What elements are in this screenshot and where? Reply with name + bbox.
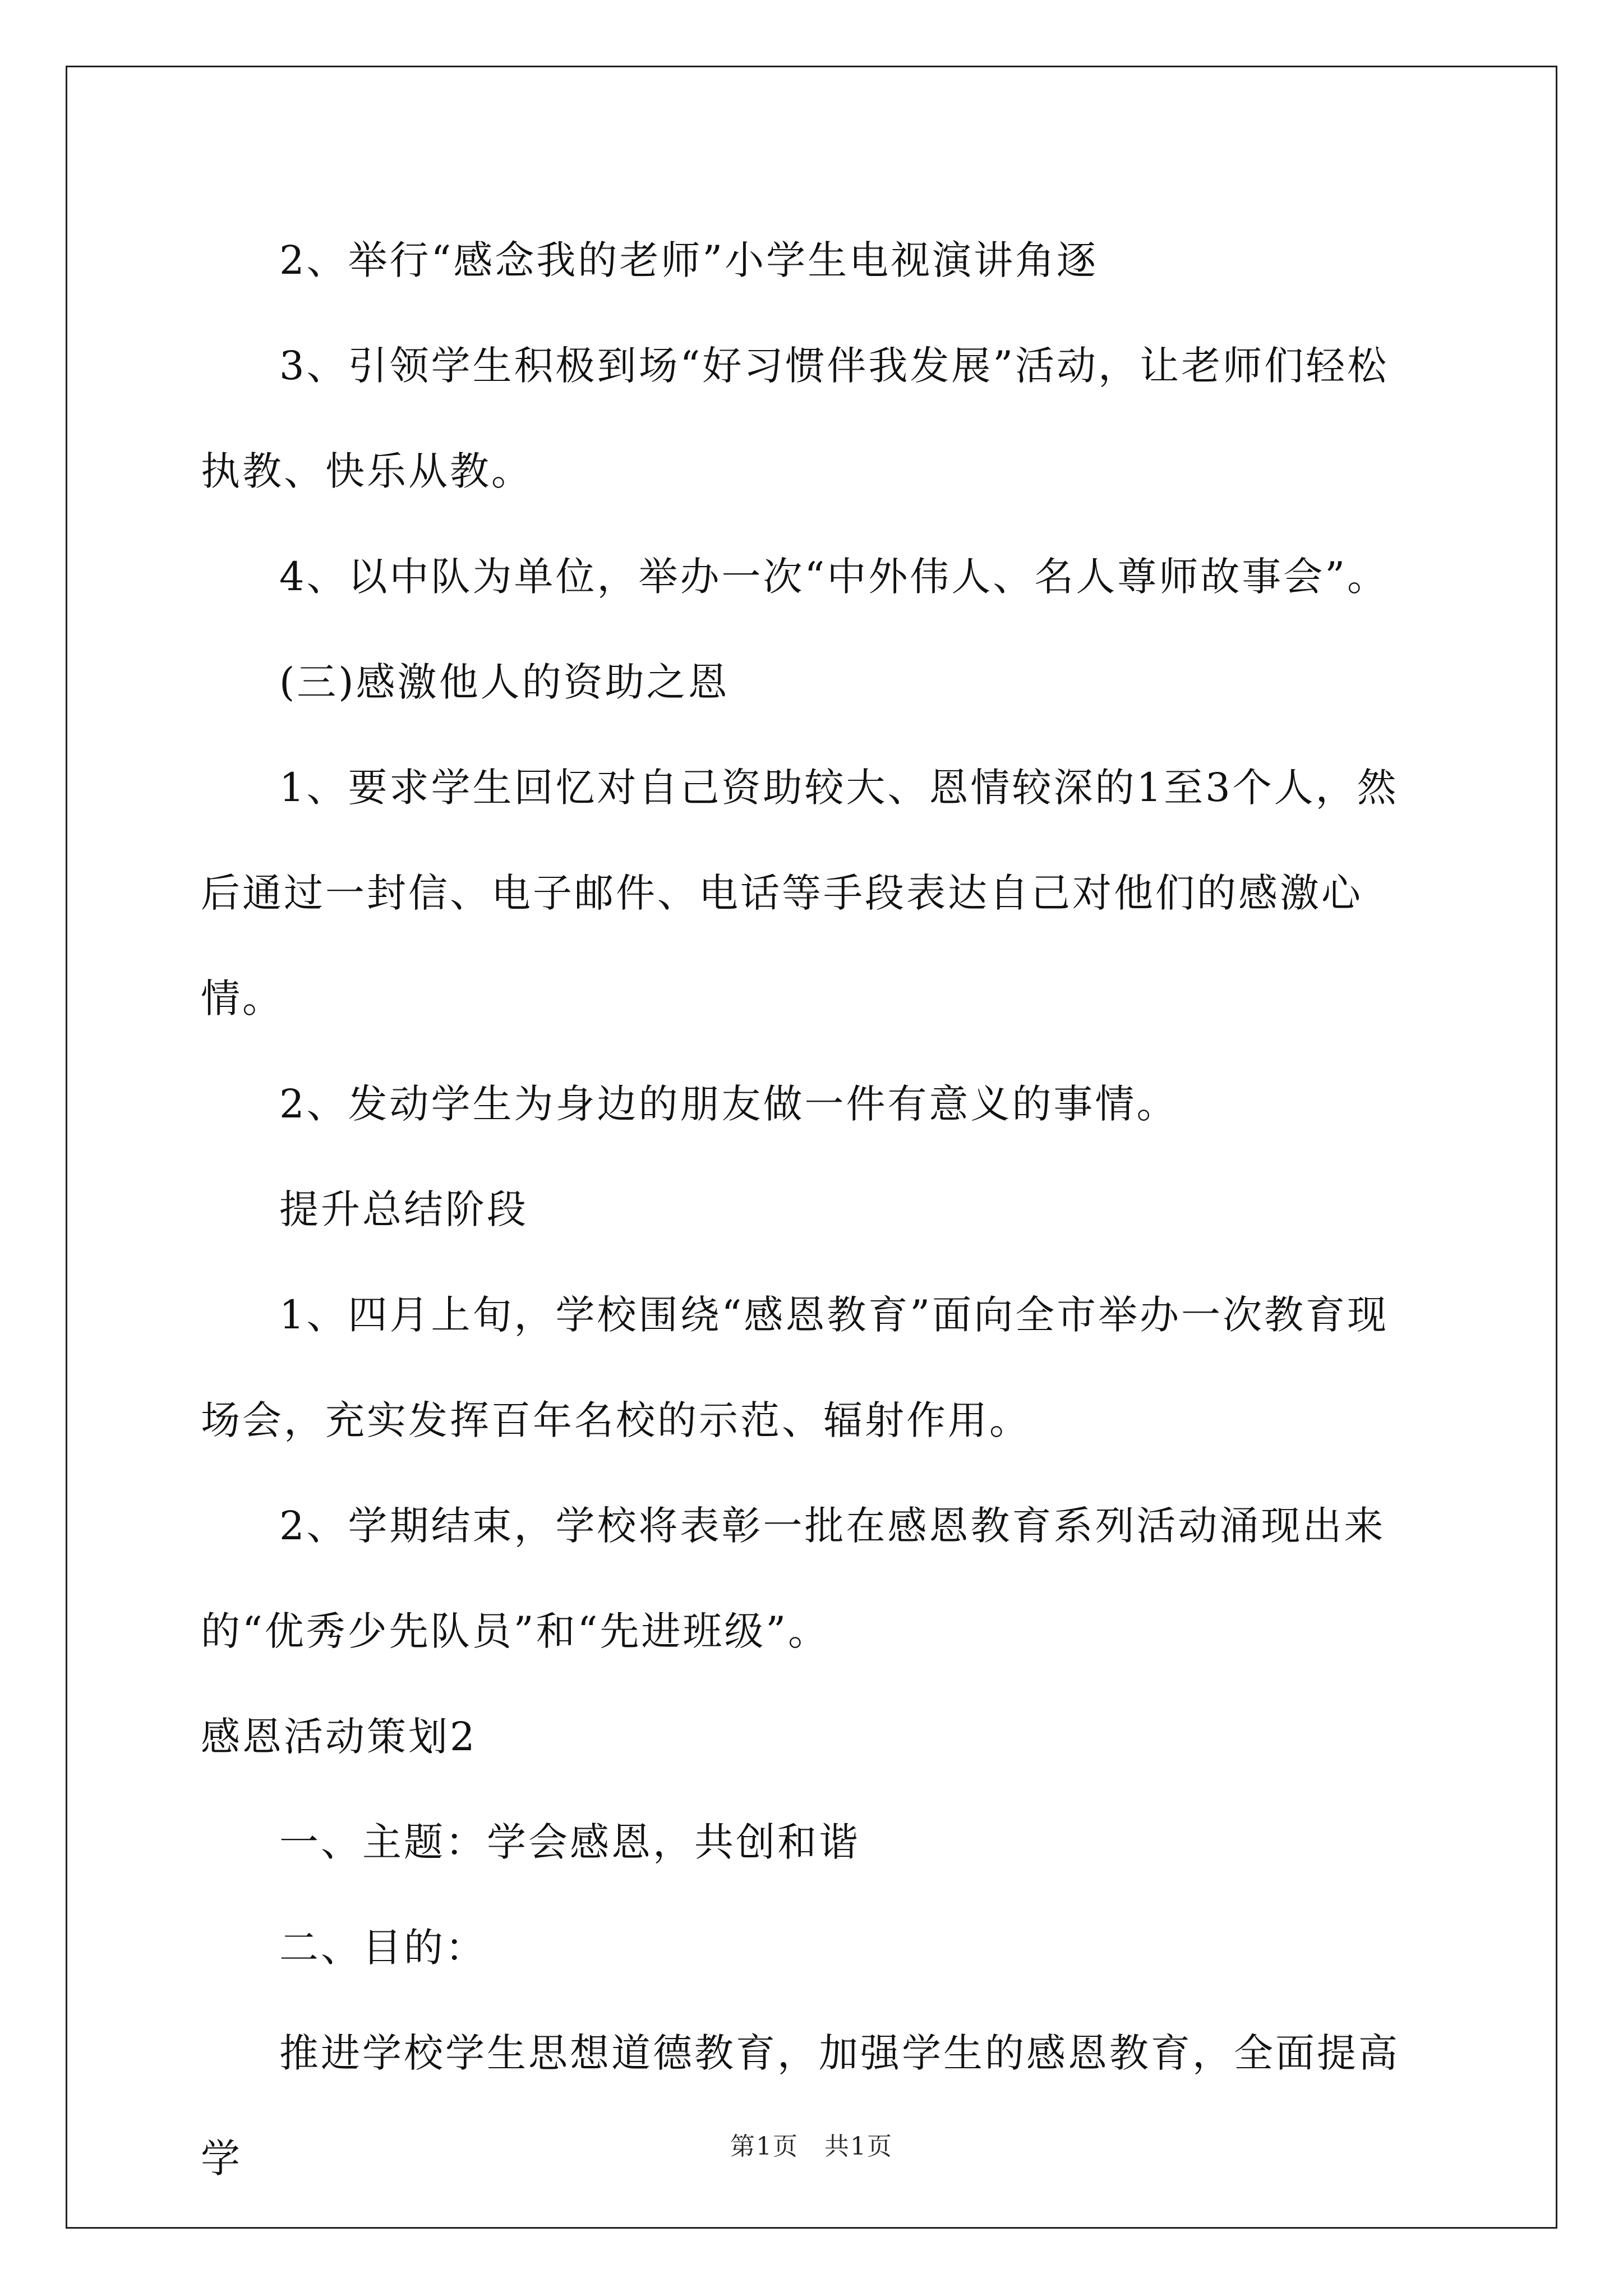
paragraph: 推进学校学生思想道德教育，加强学生的感恩教育，全面提高学 — [201, 2030, 1400, 2182]
document-body — [201, 208, 1423, 2211]
paragraph: (三)感激他人的资助之恩 — [279, 659, 730, 705]
paragraph: 二、目的： — [279, 1925, 487, 1971]
section-heading: 提升总结阶段 — [279, 1186, 528, 1232]
paragraph: 2、学期结束，学校将表彰一批在感恩教育系列活动涌现出来的“优秀少先队员”和“先进班级”。 — [201, 1503, 1386, 1654]
paragraph: 一、主题：学会感恩，共创和谐 — [279, 1819, 860, 1865]
paragraph: 1、要求学生回忆对自己资助较大、恩情较深的1至3个人，然后通过一封信、电子邮件、电话等手段表达自己对他们的感激心情。 — [201, 765, 1399, 1022]
document-title: 感恩活动策划2 — [201, 1714, 477, 1760]
paragraph: 2、发动学生为身边的朋友做一件有意义的事情。 — [279, 1081, 1178, 1127]
page-footer: 第1页 共1页 — [730, 2132, 893, 2161]
paragraph: 2、举行“感念我的老师”小学生电视演讲角逐 — [279, 237, 1099, 283]
paragraph: 3、引领学生积极到场“好习惯伴我发展”活动，让老师们轻松执教、快乐从教。 — [201, 343, 1389, 494]
paragraph: 1、四月上旬，学校围绕“感恩教育”面向全市举办一次教育现场会，充实发挥百年名校的示范、辐射作用。 — [201, 1292, 1389, 1443]
paragraph: 4、以中队为单位，举办一次“中外伟人、名人尊师故事会”。 — [279, 554, 1389, 600]
